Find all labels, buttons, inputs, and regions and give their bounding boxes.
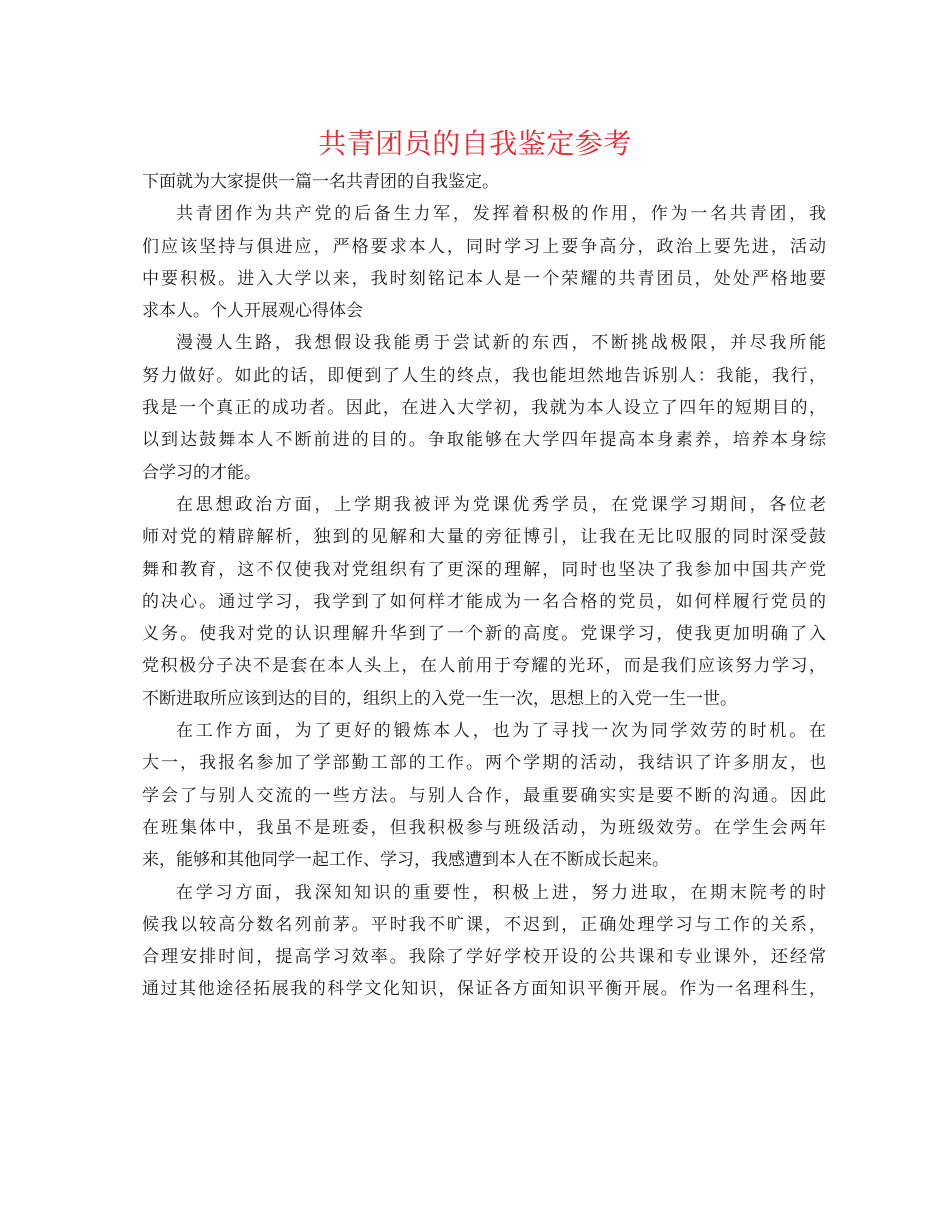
paragraph-line: 来，能够和其他同学一起工作、学习，我感遭到本人在不断成长起来。 bbox=[142, 850, 669, 871]
paragraph-line: 求本人。个人开展观心得体会 bbox=[142, 301, 363, 322]
paragraph-line: 漫漫人生路，我想假设我能勇于尝试新的东西，不断挑战极限，并尽我所能 bbox=[176, 333, 826, 354]
paragraph-line: 中要积极。进入大学以来，我时刻铭记本人是一个荣耀的共青团员，处处严格地要 bbox=[142, 268, 826, 289]
paragraph-line: 们应该坚持与俱进应，严格要求本人，同时学习上要争高分，政治上要先进，活动 bbox=[142, 236, 826, 257]
paragraph-line: 义务。使我对党的认识理解升华到了一个新的高度。党课学习，使我更加明确了入 bbox=[142, 624, 826, 645]
paragraph-line: 努力做好。如此的话，即便到了人生的终点，我也能坦然地告诉别人：我能，我行， bbox=[142, 365, 826, 386]
document-body bbox=[142, 166, 826, 1006]
paragraph-line: 的决心。通过学习，我学到了如何样才能成为一名合格的党员，如何样履行党员的 bbox=[142, 591, 826, 612]
paragraph-line: 下面就为大家提供一篇一名共青团的自我鉴定。 bbox=[142, 172, 499, 192]
document-title: 共青团员的自我鉴定参考 bbox=[318, 127, 632, 160]
paragraph-line: 舞和教育，这不仅使我对党组织有了更深的理解，同时也坚决了我参加中国共产党 bbox=[142, 559, 826, 580]
paragraph-line: 合学习的才能。 bbox=[142, 462, 261, 483]
paragraph-line: 师对党的精辟解析，独到的见解和大量的旁征博引，让我在无比叹服的同时深受鼓 bbox=[142, 527, 826, 548]
paragraph-line: 在学习方面，我深知知识的重要性，积极上进，努力进取，在期末院考的时 bbox=[176, 882, 826, 903]
paragraph-line: 不断进取所应该到达的目的，组织上的入党一生一次，思想上的入党一生一世。 bbox=[142, 688, 737, 709]
paragraph-line: 候我以较高分数名列前茅。平时我不旷课，不迟到，正确处理学习与工作的关系， bbox=[142, 914, 826, 935]
paragraph-line: 通过其他途径拓展我的科学文化知识，保证各方面知识平衡开展。作为一名理科生， bbox=[142, 979, 826, 1000]
paragraph-line: 我是一个真正的成功者。因此，在进入大学初，我就为本人设立了四年的短期目的， bbox=[142, 398, 826, 419]
paragraph-line: 在思想政治方面，上学期我被评为党课优秀学员，在党课学习期间，各位老 bbox=[176, 494, 826, 515]
paragraph-line: 合理安排时间，提高学习效率。我除了学好学校开设的公共课和专业课外，还经常 bbox=[142, 947, 826, 968]
paragraph-line: 大一，我报名参加了学部勤工部的工作。两个学期的活动，我结识了许多朋友，也 bbox=[142, 753, 826, 774]
paragraph-line: 共青团作为共产党的后备生力军，发挥着积极的作用，作为一名共青团，我 bbox=[176, 204, 826, 225]
paragraph-line: 以到达鼓舞本人不断前进的目的。争取能够在大学四年提高本身素养，培养本身综 bbox=[142, 430, 826, 451]
paragraph-line: 在工作方面，为了更好的锻炼本人，也为了寻找一次为同学效劳的时机。在 bbox=[176, 721, 826, 742]
paragraph-line: 学会了与别人交流的一些方法。与别人合作，最重要确实实是要不断的沟通。因此 bbox=[142, 785, 826, 806]
paragraph-line: 党积极分子决不是套在本人头上，在人前用于夸耀的光环，而是我们应该努力学习， bbox=[142, 656, 826, 677]
paragraph-line: 在班集体中，我虽不是班委，但我积极参与班级活动，为班级效劳。在学生会两年 bbox=[142, 817, 826, 838]
